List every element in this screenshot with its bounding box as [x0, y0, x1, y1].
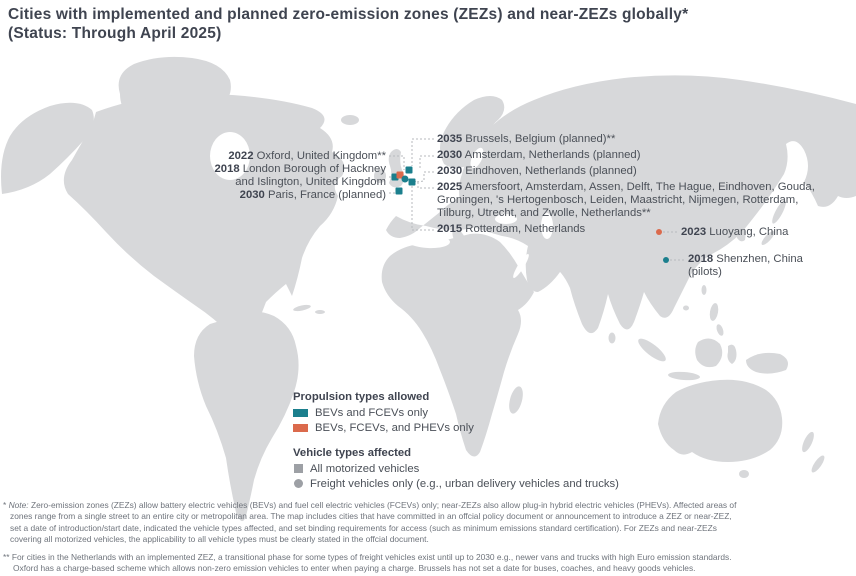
footnote-line: covering all motorized vehicles, the applicability to all vehicle types must be clearly stated in the offcial document. — [10, 534, 429, 545]
callout-line: 2025 Amersfoort, Amsterdam, Assen, Delft, The Hague, Eindhoven, Gouda, — [437, 181, 815, 193]
callout-year: 2025 — [437, 181, 463, 193]
footnote-asterisk — [3, 500, 854, 546]
callout-year: 2015 — [437, 223, 463, 235]
legend-item-freight-only — [293, 478, 619, 489]
callout-line: 2030 Eindhoven, Netherlands (planned) — [437, 165, 637, 177]
figure-title-line1: Cities with implemented and planned zero-emission zones (ZEZs) and near-ZEZs globally* — [8, 6, 689, 23]
callout-year: 2022 — [228, 150, 254, 162]
callout-year: 2030 — [437, 165, 463, 177]
callout-year: 2030 — [437, 149, 463, 161]
legend-shape-all-motorized-square — [294, 464, 303, 473]
legend-item-bev-fcev — [293, 407, 619, 418]
footnote-line: * Note: Zero-emission zones (ZEZs) allow battery electric vehicles (BEVs) and fuel cell electric vehicles (FCEVs) only; near-ZEZs also allow plug-in hybrid electric vehicles (PHEVs). Affected areas of — [3, 500, 737, 510]
callout-line: 2030 Paris, France (planned) — [239, 189, 386, 201]
legend-vehicle-items — [293, 463, 619, 489]
footnote-line: zones range from a single street to an entire city or metropolitan area. The map includes cities that have committed in an offcial policy document or announcement to introduce a ZEZ or near-ZEZ, — [10, 511, 732, 522]
callout-year: 2023 — [681, 226, 707, 238]
callout-year: 2035 — [437, 133, 463, 145]
callout-line: 2023 Luoyang, China — [681, 226, 789, 238]
callout-year: 2018 — [688, 253, 714, 265]
callout-line: Groningen, 's Hertogenbosch, Leiden, Maastricht, Nijmegen, Rotterdam, — [437, 194, 799, 207]
callout-line: 2018 Shenzhen, China — [688, 253, 803, 265]
footnote-line: set a date of introduction/start date, indicated the vehicle types affected, and set binding requirements for access (such as minimum emissions standard certification). For ZEZs and near-ZEZs — [10, 522, 717, 533]
legend-label: Freight vehicles only (e.g., urban delivery vehicles and trucks) — [310, 477, 619, 490]
legend-item-all-motorized — [293, 463, 619, 474]
footnote-double-asterisk — [3, 552, 854, 575]
figure-title-line2: (Status: Through April 2025) — [8, 25, 222, 42]
callout-line: 2030 Amsterdam, Netherlands (planned) — [437, 149, 641, 161]
callout-line: 2035 Brussels, Belgium (planned)** — [437, 133, 616, 145]
footnote-line: Oxford has a charge-based scheme which allows non-zero emission vehicles to enter when paying a charge. Brussels has not set a date for buses, coaches, and heavy goods vehicles. — [13, 563, 696, 574]
callout-line: Tilburg, Utrecht, and Zwolle, Netherlands** — [437, 207, 651, 220]
callout-year: 2030 — [239, 189, 265, 201]
legend-swatch-bev-fcev — [293, 409, 308, 417]
legend-label: All motorized vehicles — [310, 462, 420, 475]
figure-title — [8, 5, 688, 43]
legend-label: BEVs, FCEVs, and PHEVs only — [315, 421, 474, 434]
callout-line: 2022 Oxford, United Kingdom** — [228, 150, 386, 162]
callout-year: 2018 — [214, 163, 240, 175]
callout-line: 2018 London Borough of Hackney — [214, 163, 386, 175]
legend-propulsion-items — [293, 407, 619, 433]
legend-propulsion-title: Propulsion types allowed — [293, 391, 430, 403]
legend-label: BEVs and FCEVs only — [315, 406, 429, 419]
footnotes — [3, 500, 854, 576]
legend — [293, 391, 619, 493]
legend-swatch-bev-fcev-phev — [293, 424, 308, 432]
callout-line: and Islington, United Kingdom — [235, 176, 386, 189]
footnote-line: ** For cities in the Netherlands with an implemented ZEZ, a transitional phase for some types of freight vehicles exist until up to 2030 e.g., newer vans and trucks with high Euro emission standards. — [3, 551, 732, 562]
callout-line: 2015 Rotterdam, Netherlands — [437, 223, 586, 235]
legend-vehicle-title: Vehicle types affected — [293, 447, 412, 459]
callout-line: (pilots) — [688, 266, 722, 279]
legend-shape-freight-only-circle — [294, 479, 303, 488]
legend-item-bev-fcev-phev — [293, 422, 619, 433]
